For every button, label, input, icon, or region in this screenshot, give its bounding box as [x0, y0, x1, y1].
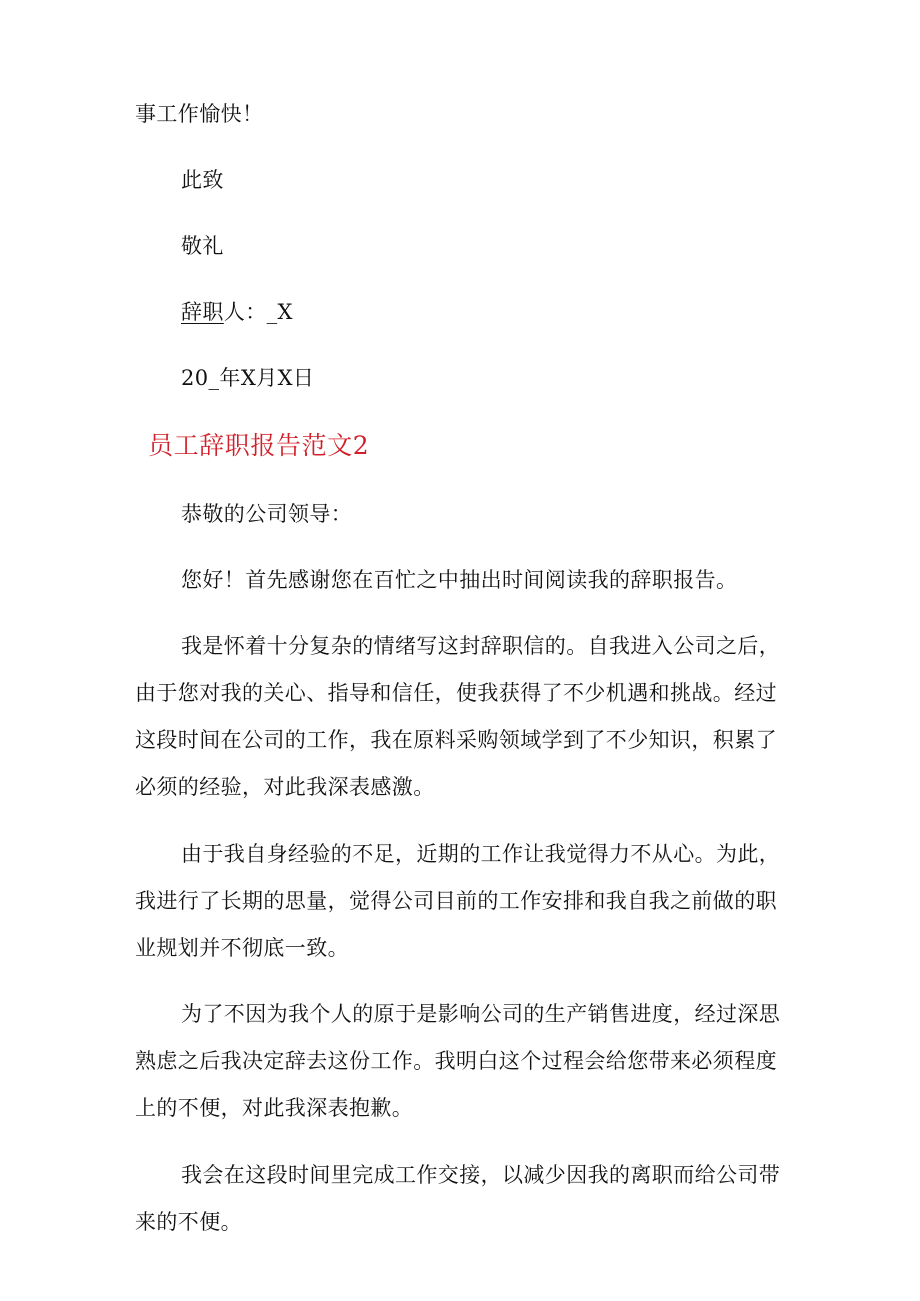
- salutation-line-1: 此致: [181, 168, 224, 192]
- paragraph-2-line-2: 由于您对我的关心、指导和信任，使我获得了不少机遇和挑战。经过: [135, 681, 777, 705]
- date-line: 20_年X月X日: [181, 366, 315, 390]
- paragraph-5-line-1: 我会在这段时间里完成工作交接，以减少因我的离职而给公司带: [181, 1163, 781, 1187]
- paragraph-4-line-3: 上的不便，对此我深表抱歉。: [135, 1096, 414, 1120]
- signer-rest: 人：_X: [223, 300, 293, 324]
- paragraph-5-line-2: 来的不便。: [135, 1210, 242, 1234]
- signer-line: [181, 298, 293, 326]
- paragraph-4-line-2: 熟虑之后我决定辞去这份工作。我明白这个过程会给您带来必须程度: [135, 1049, 777, 1073]
- closing-tail-line: 事工作愉快！: [135, 102, 264, 126]
- greeting-line: 恭敬的公司领导：: [181, 502, 353, 526]
- paragraph-3-line-2: 我进行了长期的思量，觉得公司目前的工作安排和我自我之前做的职: [135, 889, 777, 913]
- paragraph-1-line: 您好！首先感谢您在百忙之中抽出时间阅读我的辞职报告。: [181, 568, 738, 592]
- paragraph-4-line-1: 为了不因为我个人的原于是影响公司的生产销售进度，经过深思: [181, 1002, 781, 1026]
- paragraph-2-line-3: 这段时间在公司的工作，我在原料采购领域学到了不少知识，积累了: [135, 728, 777, 752]
- paragraph-3-line-3: 业规划并不彻底一致。: [135, 936, 349, 960]
- paragraph-3-line-1: 由于我自身经验的不足，近期的工作让我觉得力不从心。为此，: [181, 842, 781, 866]
- section-heading: 员工辞职报告范文2: [148, 431, 370, 460]
- paragraph-2-line-4: 必须的经验，对此我深表感激。: [135, 775, 435, 799]
- paragraph-2-line-1: 我是怀着十分复杂的情绪写这封辞职信的。自我进入公司之后，: [181, 634, 781, 658]
- signer-label: 辞职: [181, 300, 224, 324]
- salutation-line-2: 敬礼: [181, 234, 224, 258]
